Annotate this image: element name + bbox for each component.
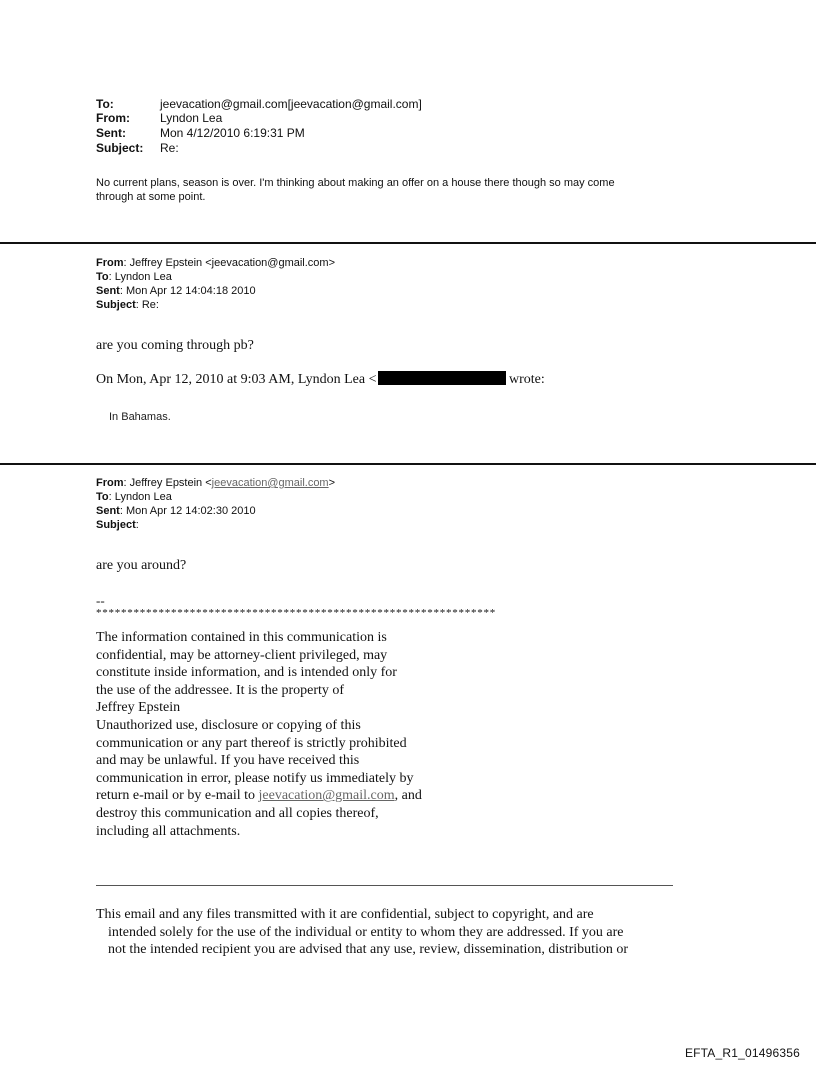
header-from-row bbox=[96, 111, 222, 125]
quote1-to-row bbox=[96, 271, 172, 284]
quote1-quoted-text: In Bahamas. bbox=[109, 411, 171, 423]
quote1-from-value: : Jeffrey Epstein <jeevacation@gmail.com> bbox=[123, 257, 336, 269]
quote1-sent-row bbox=[96, 285, 256, 298]
quote2-from-suffix: > bbox=[328, 477, 336, 489]
disclaimer-line: including all attachments. bbox=[96, 823, 241, 839]
to-label: To: bbox=[96, 97, 114, 111]
quote2-sent-row bbox=[96, 505, 256, 518]
redaction-bar bbox=[378, 371, 506, 385]
disclaimer-line: The information contained in this communication is bbox=[96, 630, 387, 645]
quote2-to-label: To bbox=[96, 491, 109, 503]
disclaimer-email-link[interactable]: jeevacation@gmail.com bbox=[258, 788, 395, 804]
quote2-subject-row bbox=[96, 519, 139, 532]
quote2-from-prefix: : Jeffrey Epstein < bbox=[123, 477, 212, 489]
quote1-to-value: : Lyndon Lea bbox=[108, 271, 172, 283]
disclaimer-line: communication in error, please notify us immediately by bbox=[96, 770, 414, 786]
disclaimer-line: destroy this communication and all copies thereof, bbox=[96, 805, 379, 821]
quote1-subject-row bbox=[96, 299, 159, 312]
separator-rule-1 bbox=[0, 242, 816, 244]
separator-rule-2 bbox=[0, 463, 816, 465]
disclaimer-line: and may be unlawful. If you have received this bbox=[96, 753, 360, 769]
quote1-on-line bbox=[96, 371, 545, 388]
quote1-body: are you coming through pb? bbox=[96, 338, 254, 353]
quote1-from-label: From bbox=[96, 257, 124, 269]
disclaimer-line: confidential, may be attorney-client privileged, may bbox=[96, 647, 388, 663]
quote2-to-row bbox=[96, 491, 172, 504]
disclaimer-line: the use of the addressee. It is the property of bbox=[96, 682, 345, 698]
asterisk-separator: **************************************************************** bbox=[96, 607, 496, 619]
quote2-subject-value: : bbox=[135, 519, 139, 531]
on-line-suffix: wrote: bbox=[505, 372, 545, 387]
quote2-sent-value: : Mon Apr 12 14:02:30 2010 bbox=[119, 505, 256, 517]
confidentiality-disclaimer bbox=[96, 629, 476, 840]
footer-notice bbox=[96, 906, 716, 959]
to-value: jeevacation@gmail.com[jeevacation@gmail.com] bbox=[160, 97, 422, 111]
footer-divider bbox=[96, 885, 673, 886]
quote1-sent-value: : Mon Apr 12 14:04:18 2010 bbox=[119, 285, 256, 297]
footer-line-1: This email and any files transmitted with it are confidential, subject to copyright, and are bbox=[96, 907, 594, 922]
disclaimer-line: communication or any part thereof is strictly prohibited bbox=[96, 735, 407, 751]
footer-line-2: intended solely for the use of the individual or entity to whom they are addressed. If you are bbox=[108, 924, 624, 940]
return-prefix: return e-mail or by e-mail to bbox=[96, 788, 259, 804]
top-body-line-2: through at some point. bbox=[96, 191, 206, 203]
quote2-from-label: From bbox=[96, 477, 124, 489]
quote2-sent-label: Sent bbox=[96, 505, 120, 517]
sent-label: Sent: bbox=[96, 126, 126, 140]
quote1-subject-value: : Re: bbox=[135, 299, 159, 311]
quote1-sent-label: Sent bbox=[96, 285, 120, 297]
quote2-from-row bbox=[96, 477, 335, 490]
top-body-line-1: No current plans, season is over. I'm thinking about making an offer on a house there though so may come bbox=[96, 177, 615, 189]
header-subject-row bbox=[96, 141, 179, 155]
footer-line-3: not the intended recipient you are advised that any use, review, dissemination, distribution or bbox=[108, 942, 629, 958]
subject-label: Subject: bbox=[96, 141, 144, 155]
return-suffix: , and bbox=[394, 788, 422, 804]
quote1-to-label: To bbox=[96, 271, 109, 283]
quote2-body: are you around? bbox=[96, 558, 187, 573]
top-email-body bbox=[96, 176, 716, 204]
quote2-from-email-link[interactable]: jeevacation@gmail.com bbox=[211, 477, 329, 489]
subject-value: Re: bbox=[160, 141, 179, 155]
quote2-subject-label: Subject bbox=[96, 519, 136, 531]
quote1-from-row bbox=[96, 257, 335, 270]
quote2-to-value: : Lyndon Lea bbox=[108, 491, 172, 503]
disclaimer-line: Unauthorized use, disclosure or copying of this bbox=[96, 717, 361, 733]
disclaimer-line: Jeffrey Epstein bbox=[96, 700, 181, 716]
header-to-row bbox=[96, 97, 422, 111]
header-sent-row bbox=[96, 126, 305, 140]
sent-value: Mon 4/12/2010 6:19:31 PM bbox=[160, 126, 305, 140]
from-value: Lyndon Lea bbox=[160, 111, 223, 125]
quote1-subject-label: Subject bbox=[96, 299, 136, 311]
document-id: EFTA_R1_01496356 bbox=[684, 1046, 800, 1060]
disclaimer-return-line bbox=[96, 787, 476, 805]
signature-dashes: -- bbox=[96, 593, 105, 608]
disclaimer-line: constitute inside information, and is intended only for bbox=[96, 665, 397, 681]
on-line-prefix: On Mon, Apr 12, 2010 at 9:03 AM, Lyndon Lea < bbox=[96, 372, 377, 387]
from-label: From: bbox=[96, 111, 130, 125]
